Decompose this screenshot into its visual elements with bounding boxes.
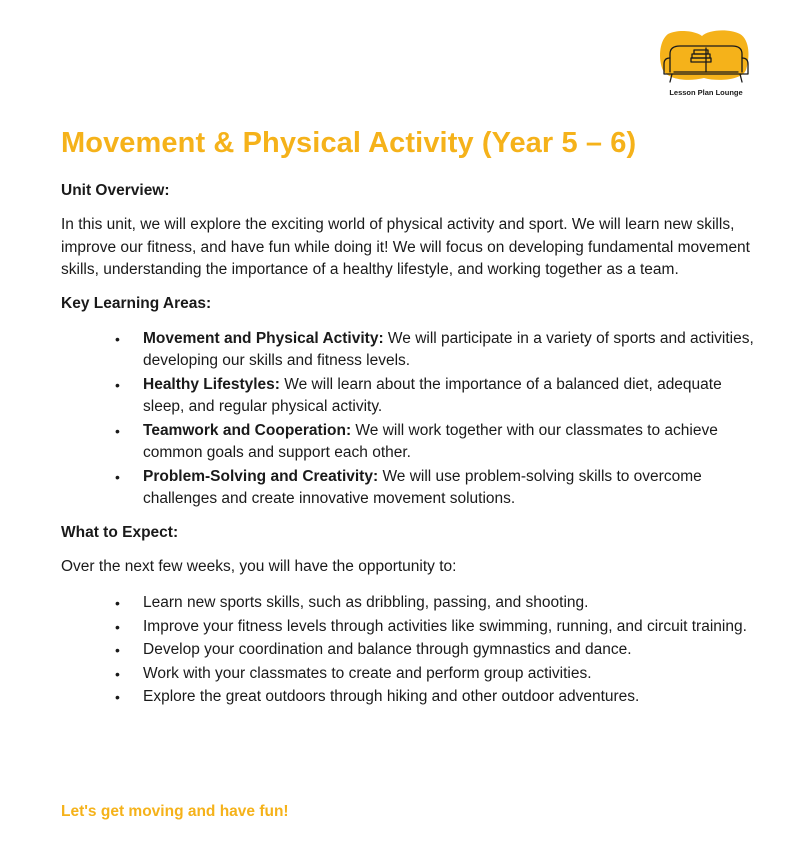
bullet-icon: • [115, 330, 120, 347]
bullet-icon: • [115, 689, 120, 705]
key-area-label: Movement and Physical Activity: [143, 329, 384, 347]
key-areas-list [61, 328, 761, 511]
logo-text: Lesson Plan Lounge [669, 88, 743, 97]
expect-item-text: Develop your coordination and balance through gymnastics and dance. [143, 641, 632, 658]
bullet-icon: • [115, 665, 120, 682]
expect-item-text: Learn new sports skills, such as dribbling, passing, and shooting. [143, 594, 589, 611]
bullet-icon: • [115, 618, 120, 635]
list-item [115, 686, 761, 709]
document-body [61, 180, 761, 709]
expect-item-text: Improve your fitness levels through activities like swimming, running, and circuit training. [143, 617, 747, 635]
closing-message: Let's get moving and have fun! [61, 803, 289, 820]
expect-heading: What to Expect: [61, 523, 179, 541]
key-area-text: We will use problem-solving skills to overcome challenges and create innovative movement solutions. [143, 467, 702, 507]
list-item [115, 328, 761, 373]
logo [658, 28, 754, 100]
expect-item-text: Work with your classmates to create and perform group activities. [143, 664, 592, 682]
bullet-icon: • [115, 376, 120, 393]
bullet-icon: • [115, 468, 120, 485]
key-areas-heading: Key Learning Areas: [61, 294, 212, 312]
list-item [115, 616, 761, 639]
bullet-icon: • [115, 642, 120, 658]
overview-heading: Unit Overview: [61, 182, 170, 199]
key-area-text: We will learn about the importance of a balanced diet, adequate sleep, and regular physical activity. [143, 375, 722, 415]
list-item [115, 466, 761, 511]
list-item [115, 374, 761, 419]
expect-item-text: Explore the great outdoors through hiking and other outdoor adventures. [143, 688, 640, 705]
key-area-label: Healthy Lifestyles: [143, 375, 280, 393]
key-area-label: Problem-Solving and Creativity: [143, 467, 379, 485]
list-item [115, 420, 761, 465]
bullet-icon: • [115, 422, 120, 439]
key-area-text: We will work together with our classmates to achieve common goals and support each other. [143, 421, 718, 461]
overview-text: In this unit, we will explore the exciting world of physical activity and sport. We will learn new skills, improve our fitness, and have fun while doing it! We will focus on developing fundamental movement skills, understanding the importance of a healthy lifestyle, and working together as a team. [61, 216, 750, 278]
expect-intro: Over the next few weeks, you will have the opportunity to: [61, 557, 457, 575]
key-area-label: Teamwork and Cooperation: [143, 421, 352, 439]
list-item [115, 592, 761, 615]
key-area-text: We will participate in a variety of sports and activities, developing our skills and fitness levels. [143, 329, 754, 369]
expect-list [61, 592, 761, 709]
sofa-with-books-icon [658, 28, 754, 90]
bullet-icon: • [115, 595, 120, 611]
page-title: Movement & Physical Activity (Year 5 – 6) [61, 127, 637, 159]
list-item [115, 663, 761, 686]
list-item [115, 639, 761, 662]
